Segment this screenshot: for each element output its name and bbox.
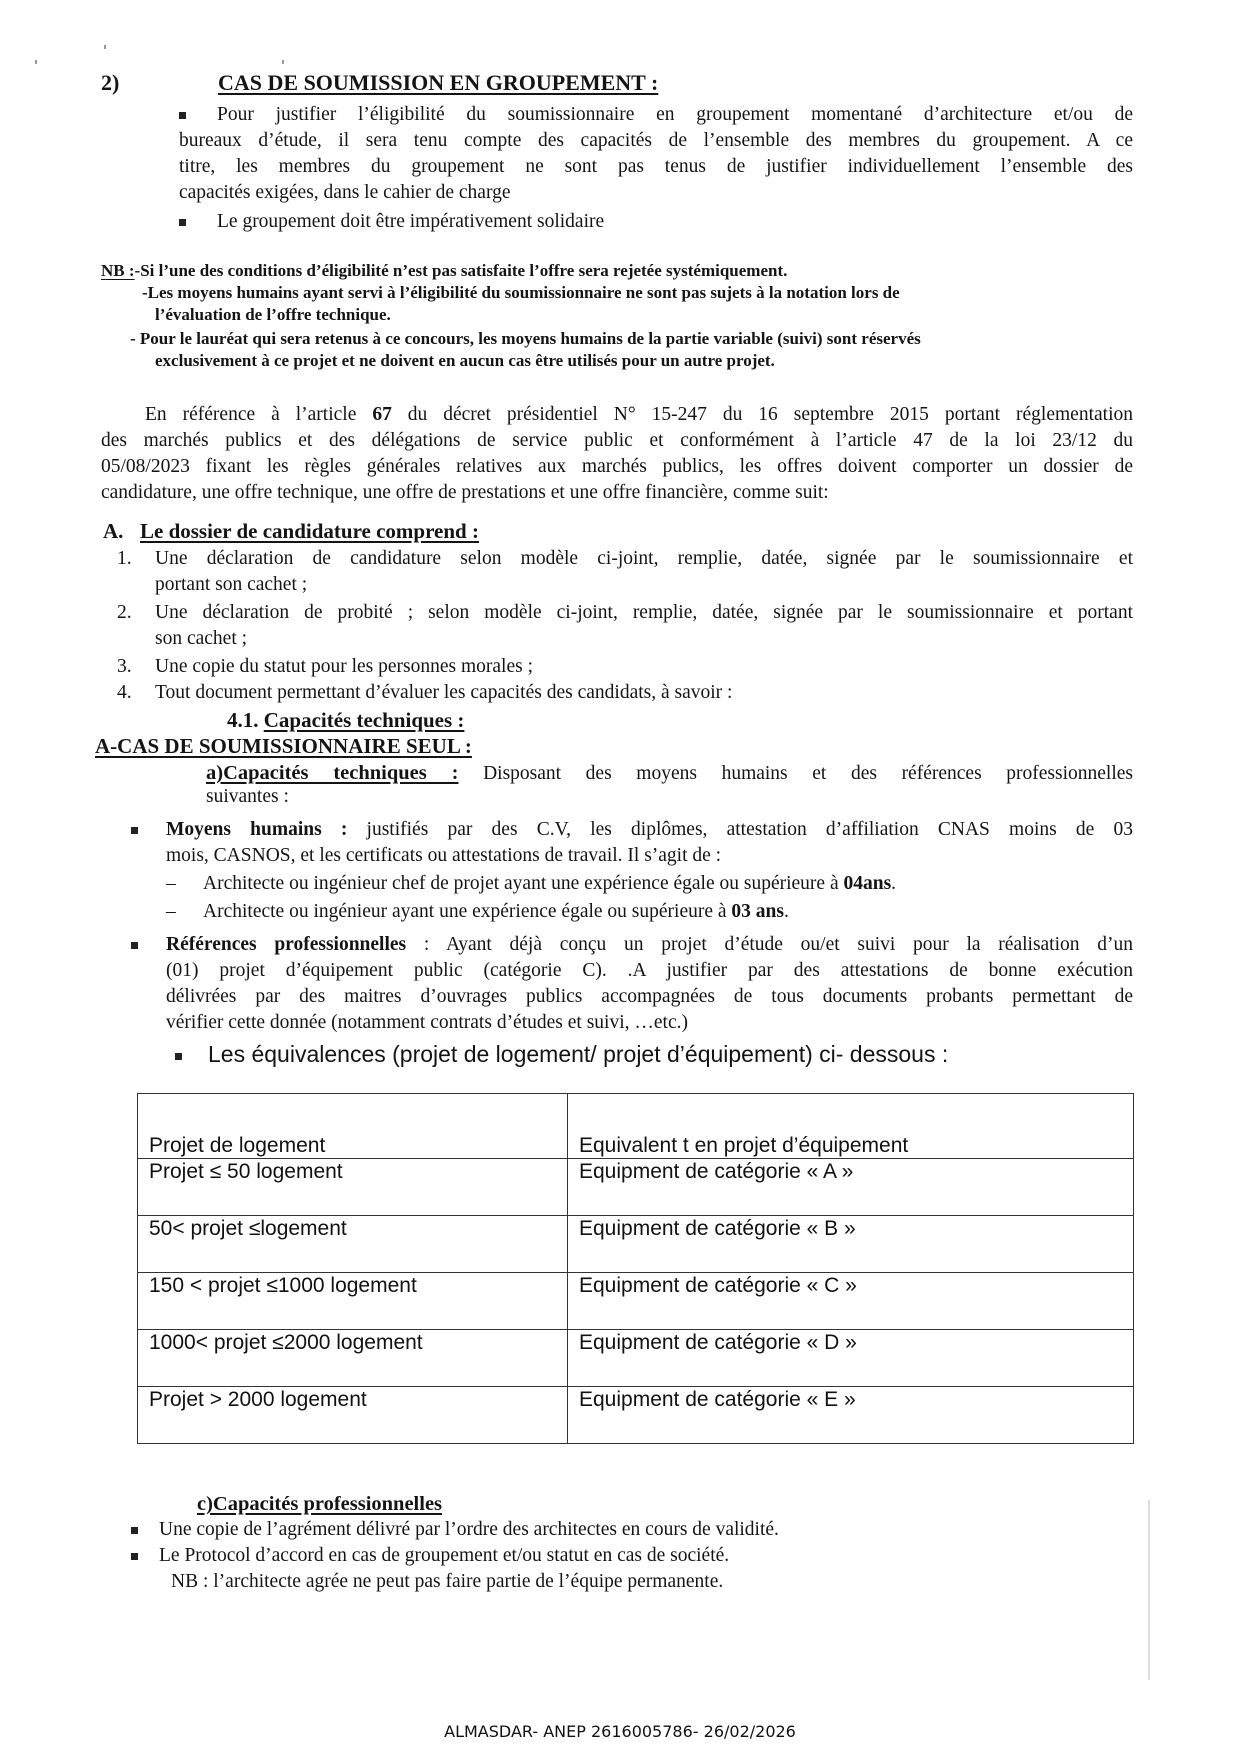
dossier-letter: A.: [103, 519, 124, 543]
scan-speck: [104, 45, 106, 49]
table-row: [138, 1273, 1134, 1330]
prof-nb: NB : l’architecte agrée ne peut pas faire partie de l’équipe permanente.: [171, 1571, 724, 1592]
reference-paragraph-line: candidature, une offre technique, une offre de prestations et une offre financière, comme suit:: [101, 482, 829, 503]
dash-bullet: –: [166, 901, 176, 922]
equivalences-intro: Les équivalences (projet de logement/ projet d’équipement) ci- dessous :: [208, 1041, 949, 1067]
paragraph-line: bureaux d’étude, il sera tenu compte des capacités de l’ensemble des membres du groupement. A ce: [179, 130, 1133, 151]
list-item-text: portant son cachet ;: [155, 574, 308, 595]
nb-line: l’évaluation de l’offre technique.: [155, 305, 391, 324]
references-line: délivrées par des maitres d’ouvrages publics accompagnées de tous documents probants permettant de: [166, 986, 1133, 1007]
table-header-cell: Projet de logement: [138, 1094, 568, 1159]
list-number: 1.: [117, 548, 132, 569]
table-row: [138, 1330, 1134, 1387]
table-row: [138, 1216, 1134, 1273]
table-cell: 150 < projet ≤1000 logement: [138, 1273, 568, 1330]
paragraph-line: Pour justifier l’éligibilité du soumissionnaire en groupement momentané d’architecture et/ou de: [217, 104, 1133, 125]
nb-line: - Pour le lauréat qui sera retenus à ce concours, les moyens humains de la partie variable (suivi) sont réservés: [130, 329, 921, 348]
dash-item-text: Architecte ou ingénieur chef de projet ayant une expérience égale ou supérieure à 04ans.: [203, 873, 897, 894]
table-row: [138, 1159, 1134, 1216]
bullet-square-icon: [179, 112, 186, 119]
bullet-square-icon: [131, 942, 138, 949]
prof-bullet-text: Le Protocol d’accord en cas de groupement et/ou statut en cas de société.: [159, 1545, 730, 1566]
capacites-a-line: a)Capacités techniques : Disposant des moyens humains et des références professionnelles: [206, 762, 1133, 784]
dash-item-text: Architecte ou ingénieur ayant une expérience égale ou supérieure à 03 ans.: [203, 901, 789, 922]
moyens-line: mois, CASNOS, et les certificats ou attestations de travail. Il s’agit de :: [166, 845, 722, 866]
table-header-row: [138, 1094, 1134, 1159]
reference-paragraph-line: 05/08/2023 fixant les règles générales relatives aux marchés publics, les offres doivent comporter un dossier de: [101, 456, 1133, 477]
dash-bullet: –: [166, 873, 176, 894]
bullet-square-icon: [131, 827, 138, 834]
table-cell: Equipment de catégorie « D »: [568, 1330, 1134, 1387]
references-line: vérifier cette donnée (notamment contrats d’études et suivi, …etc.): [166, 1012, 688, 1033]
bullet-square-icon: [179, 219, 186, 226]
table-cell: Equipment de catégorie « E »: [568, 1387, 1134, 1444]
scan-speck: [35, 60, 37, 64]
table-cell: 50< projet ≤logement: [138, 1216, 568, 1273]
list-number: 2.: [117, 602, 132, 623]
subsection-heading: 4.1. Capacités techniques :: [227, 708, 465, 732]
section-title: CAS DE SOUMISSION EN GROUPEMENT :: [218, 70, 659, 95]
table-header-cell: Equivalent t en projet d’équipement: [568, 1094, 1134, 1159]
table-cell: Projet > 2000 logement: [138, 1387, 568, 1444]
reference-paragraph-line: En référence à l’article 67 du décret présidentiel N° 15-247 du 16 septembre 2015 portant réglementation: [145, 404, 1133, 425]
footer-reference: ALMASDAR- ANEP 2616005786- 26/02/2026: [444, 1722, 796, 1741]
bullet-square-icon: [131, 1527, 138, 1534]
equivalence-table: [137, 1093, 1134, 1444]
table-cell: Equipment de catégorie « A »: [568, 1159, 1134, 1216]
nb-line: exclusivement à ce projet et ne doivent en aucun cas être utilisés pour un autre projet.: [155, 351, 775, 370]
nb-label: NB :: [101, 261, 135, 280]
list-item-text: Une copie du statut pour les personnes morales ;: [155, 656, 533, 677]
nb-line: NB :-Si l’une des conditions d’éligibilité n’est pas satisfaite l’offre sera rejetée systémiquement.: [101, 261, 788, 280]
list-number: 4.: [117, 682, 132, 703]
bullet-square-icon: [175, 1053, 182, 1060]
references-line: (01) projet d’équipement public (catégorie C). .A justifier par des attestations de bonne exécution: [166, 960, 1133, 981]
table-cell: Equipment de catégorie « C »: [568, 1273, 1134, 1330]
bullet-text: Le groupement doit être impérativement solidaire: [217, 211, 605, 232]
list-item-text: son cachet ;: [155, 628, 248, 649]
table-cell: Projet ≤ 50 logement: [138, 1159, 568, 1216]
table-cell: Equipment de catégorie « B »: [568, 1216, 1134, 1273]
table-cell: 1000< projet ≤2000 logement: [138, 1330, 568, 1387]
nb-line: -Les moyens humains ayant servi à l’éligibilité du soumissionnaire ne sont pas sujets à la notation lors de: [142, 283, 900, 302]
list-item-text: Une déclaration de candidature selon modèle ci-joint, remplie, datée, signée par le soumissionnaire et: [155, 548, 1133, 569]
prof-title: c)Capacités professionnelles: [197, 1493, 443, 1515]
reference-paragraph-line: des marchés publics et des délégations de service public et conformément à l’article 47 de la loi 23/12 du: [101, 430, 1133, 451]
capacites-a-line: suivantes :: [206, 786, 289, 807]
scan-edge-mark: [1148, 1500, 1150, 1680]
table-row: [138, 1387, 1134, 1444]
references-line: Références professionnelles : Ayant déjà conçu un projet d’étude ou/et suivi pour la réalisation d’un: [166, 934, 1133, 955]
bullet-square-icon: [131, 1553, 138, 1560]
dossier-title: Le dossier de candidature comprend :: [140, 519, 479, 543]
paragraph-line: capacités exigées, dans le cahier de charge: [179, 182, 511, 203]
list-number: 3.: [117, 656, 132, 677]
section-number: 2): [101, 70, 120, 95]
list-item-text: Tout document permettant d’évaluer les capacités des candidats, à savoir :: [155, 682, 733, 703]
case-title: A-CAS DE SOUMISSIONNAIRE SEUL :: [95, 734, 472, 758]
list-item-text: Une déclaration de probité ; selon modèle ci-joint, remplie, datée, signée par le soumissionnaire et portant: [155, 602, 1133, 623]
scan-speck: [282, 60, 284, 64]
prof-bullet-text: Une copie de l’agrément délivré par l’ordre des architectes en cours de validité.: [159, 1519, 779, 1540]
paragraph-line: titre, les membres du groupement ne sont pas tenus de justifier individuellement l’ensemble des: [179, 156, 1133, 177]
moyens-line: Moyens humains : justifiés par des C.V, les diplômes, attestation d’affiliation CNAS moins de 03: [166, 819, 1133, 840]
